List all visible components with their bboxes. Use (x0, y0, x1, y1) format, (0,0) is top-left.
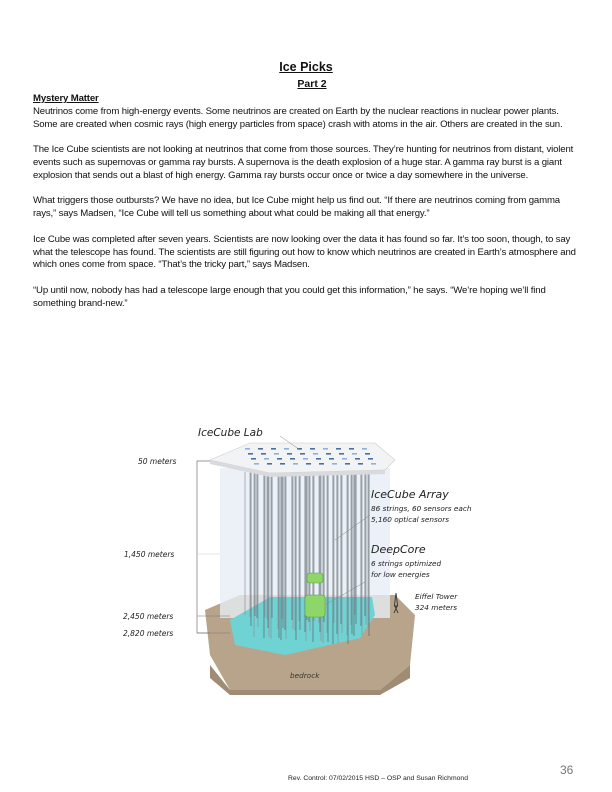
surface-station (358, 463, 363, 465)
surface-station (316, 458, 321, 460)
page-subtitle: Part 2 (297, 78, 327, 90)
surface-station (323, 448, 328, 450)
label-2820m: 2,820 meters (123, 629, 174, 638)
surface-station (274, 453, 279, 455)
surface-station (251, 458, 256, 460)
label-eiffel-title: Eiffel Tower (415, 592, 458, 601)
surface-station (349, 448, 354, 450)
page-number: 36 (560, 763, 574, 777)
label-eiffel-height: 324 meters (415, 603, 457, 612)
surface-station (352, 453, 357, 455)
paragraph: Neutrinos come from high-energy events. Some neutrinos are created on Earth by the nuclear reactions in nuclear power plants. Some are created when cosmic rays (high energy particles from space) crash with atoms in the air. Others are created in the sun. (33, 105, 563, 130)
surface-station (306, 463, 311, 465)
surface-station (258, 448, 263, 450)
paragraph: Ice Cube was completed after seven years. Scientists are now looking over the data it has found so far. It’s too soon, though, to say what the telescope has found. The scientists are still figuring out how to know which neutrinos are created in Earth’s atmosphere and which ones come from space. “That’s the tricky part,” says Madsen. (33, 233, 576, 271)
surface-station (280, 463, 285, 465)
label-50m: 50 meters (138, 457, 177, 466)
section-heading: Mystery Matter (33, 93, 99, 104)
surface-station (313, 453, 318, 455)
depth-bracket (197, 461, 210, 633)
paragraph: The Ice Cube scientists are not looking at neutrinos that come from those sources. They’re hunting for neutrinos from distant, violent events such as supernovas or gamma ray bursts. A supernova is the death explosion of a huge star. A gamma ray burst is a giant explosion that sends out a blast of high energy. Gamma ray bursts occur once or twice a day somewhere in the universe. (33, 144, 574, 181)
surface-station (371, 463, 376, 465)
deepcore-cylinder (305, 595, 325, 617)
footer-revision: Rev. Control: 07/02/2015 HSD – OSP and Susan Richmond (288, 775, 468, 782)
label-deepcore-line2: for low energies (371, 570, 430, 579)
surface-station (365, 453, 370, 455)
surface-station (254, 463, 259, 465)
surface-station (264, 458, 269, 460)
surface-station (339, 453, 344, 455)
label-1450m: 1,450 meters (124, 550, 175, 559)
label-array-line1: 86 strings, 60 sensors each (371, 504, 472, 513)
surface-station (362, 448, 367, 450)
surface-station (342, 458, 347, 460)
paragraph: “Up until now, nobody has had a telescope large enough that you could get this information,” he says. “We’re hoping we’ll find something brand-new.” (33, 284, 546, 309)
label-2450m: 2,450 meters (123, 612, 174, 621)
surface-station (284, 448, 289, 450)
surface-station (245, 448, 250, 450)
article-body (33, 93, 578, 323)
label-array-title: IceCube Array (371, 488, 449, 501)
deepcore-cylinder (307, 573, 323, 583)
icecube-diagram (110, 410, 520, 695)
label-deepcore-title: DeepCore (371, 543, 426, 556)
surface-station (336, 448, 341, 450)
paragraph: What triggers those outbursts? We have no idea, but Ice Cube might help us find out. “If there are neutrinos coming from gamma rays,” says Madsen, “Ice Cube will tell us something about what could be making all that energy.” (33, 195, 560, 220)
surface-station (329, 458, 334, 460)
surface-station (319, 463, 324, 465)
surface-station (326, 453, 331, 455)
surface-station (355, 458, 360, 460)
surface-station (248, 453, 253, 455)
surface-station (345, 463, 350, 465)
surface-station (277, 458, 282, 460)
label-deepcore-line1: 6 strings optimized (371, 559, 442, 568)
surface-station (368, 458, 373, 460)
surface-station (332, 463, 337, 465)
surface-station (300, 453, 305, 455)
surface-station (287, 453, 292, 455)
surface-station (303, 458, 308, 460)
label-icecube-lab: IceCube Lab (198, 427, 263, 439)
surface-station (310, 448, 315, 450)
surface-station (271, 448, 276, 450)
label-array-line2: 5,160 optical sensors (371, 515, 450, 524)
surface-station (290, 458, 295, 460)
page-title: Ice Picks (279, 60, 333, 74)
surface-station (261, 453, 266, 455)
surface-station (267, 463, 272, 465)
label-bedrock: bedrock (290, 671, 320, 680)
surface-station (293, 463, 298, 465)
